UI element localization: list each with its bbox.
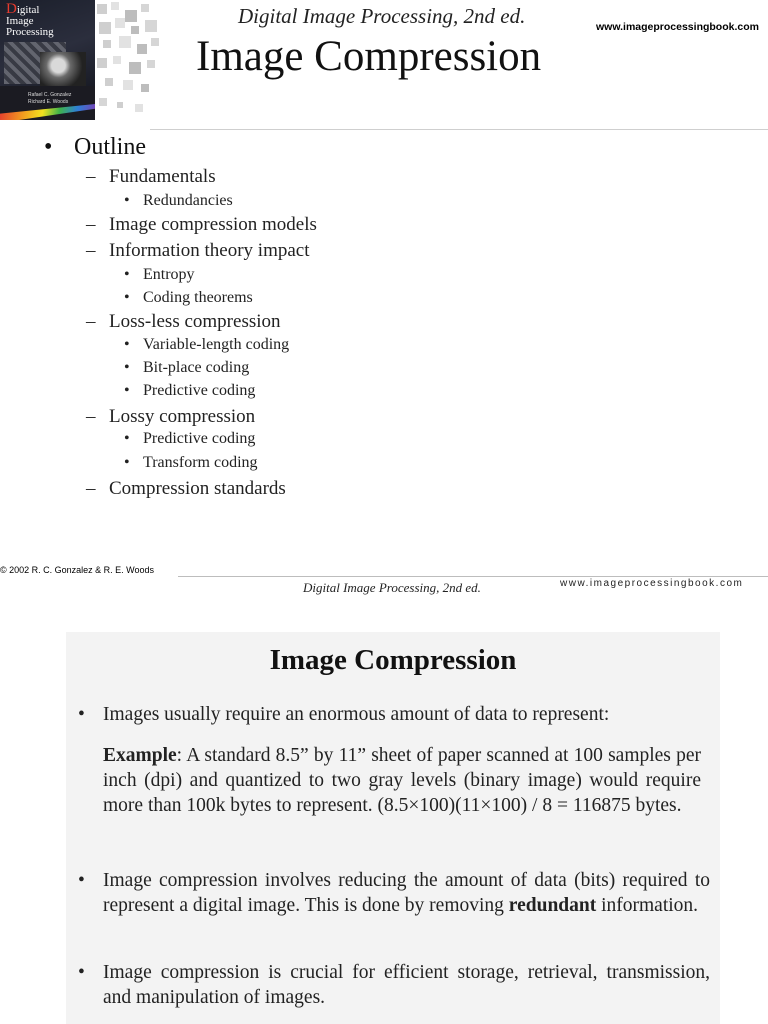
footer-book-title: Digital Image Processing, 2nd ed. <box>303 580 481 595</box>
bullet-text-emphasis: redundant <box>508 895 597 916</box>
outline-item-level-2 <box>124 430 255 448</box>
outline-item-level-1 <box>86 478 286 500</box>
outline-marker: • <box>124 336 130 353</box>
mosaic-tile <box>141 84 149 92</box>
outline-item-text: Variable-length coding <box>143 336 290 353</box>
outline-marker: – <box>86 406 96 427</box>
mosaic-tile <box>123 80 133 90</box>
bullet-marker: • <box>78 704 85 725</box>
book-cover-author-1: Rafael C. Gonzalez <box>28 92 72 98</box>
outline-marker: • <box>124 359 130 376</box>
outline-item-level-1 <box>86 406 255 428</box>
mosaic-tile <box>97 58 107 68</box>
decorative-mosaic <box>95 0 165 125</box>
outline-item-level-2 <box>124 289 253 307</box>
mosaic-tile <box>131 26 139 34</box>
book-cover-title-line3: Processing <box>6 26 54 38</box>
mosaic-tile <box>99 98 107 106</box>
bullet-marker: • <box>78 870 85 891</box>
bullet-text: Image compression is crucial for efficient storage, retrieval, transmission, and manipulation of images. <box>103 962 710 1008</box>
mosaic-tile <box>137 44 147 54</box>
outline-marker: • <box>124 266 130 283</box>
mosaic-tile <box>129 62 141 74</box>
book-cover-authors <box>28 92 71 106</box>
bullet-text-part: Image compression involves reducing the amount of data (bits) required to represent a digital image. This is done by removing <box>103 870 710 916</box>
bullet-text: Images usually require an enormous amount of data to represent: <box>103 704 610 725</box>
outline-item-text: Transform coding <box>143 454 258 471</box>
outline-item-text: Bit-place coding <box>143 359 250 376</box>
outline-item-text: Loss-less compression <box>109 311 281 332</box>
title-divider <box>150 129 768 130</box>
example-label: Example <box>103 745 177 766</box>
outline-item-text: Redundancies <box>143 192 233 209</box>
outline-marker: – <box>86 214 96 235</box>
outline-marker: • <box>124 382 130 399</box>
outline-item-level-2 <box>124 336 289 354</box>
bullet-compression-importance <box>78 960 710 1010</box>
outline-marker: • <box>124 289 130 306</box>
mosaic-tile <box>135 104 143 112</box>
mosaic-tile <box>119 36 131 48</box>
outline-item-level-2 <box>124 382 255 400</box>
outline-item-level-1 <box>86 240 310 262</box>
mosaic-tile <box>117 102 123 108</box>
outline-marker: • <box>124 454 130 471</box>
bullet-data-requirement <box>78 702 710 727</box>
book-cover-title-line1: igital <box>16 4 40 16</box>
outline-item-level-1 <box>86 311 281 333</box>
outline-item-text: Information theory impact <box>109 240 310 261</box>
outline-item-level-0 <box>44 134 146 161</box>
book-cover-title-initial: D <box>6 1 17 17</box>
bullet-marker: • <box>78 962 85 983</box>
header-url: www.imageprocessingbook.com <box>596 21 759 33</box>
bullet-text <box>78 868 710 918</box>
outline-item-text: Coding theorems <box>143 289 253 306</box>
outline-item-text: Outline <box>74 134 146 160</box>
mosaic-tile <box>97 4 107 14</box>
outline-marker: – <box>86 311 96 332</box>
mosaic-tile <box>147 60 155 68</box>
footer-url: www.imageprocessingbook.com <box>560 578 744 589</box>
outline-marker: • <box>124 192 130 209</box>
mosaic-tile <box>111 2 119 10</box>
mosaic-tile <box>115 18 125 28</box>
header-book-title: Digital Image Processing, 2nd ed. <box>238 4 526 28</box>
outline-item-text: Fundamentals <box>109 166 216 187</box>
outline-item-text: Image compression models <box>109 214 317 235</box>
page-divider <box>178 576 768 577</box>
outline-item-level-2 <box>124 454 258 472</box>
outline-marker: • <box>124 430 130 447</box>
outline-item-text: Predictive coding <box>143 382 256 399</box>
mosaic-tile <box>99 22 111 34</box>
example-text: : A standard 8.5” by 11” sheet of paper scanned at 100 samples per inch (dpi) and quantized to two gray levels (binary image) would require more than 100k bytes to represent. (8.5×100)(11×100) / 8 = 116875 bytes. <box>103 745 701 816</box>
outline-item-level-2 <box>124 266 195 284</box>
book-cover-author-2: Richard E. Woods <box>28 99 69 105</box>
mosaic-tile <box>151 38 159 46</box>
book-cover-image <box>0 0 95 120</box>
outline-item-text: Predictive coding <box>143 430 256 447</box>
copyright-notice: © 2002 R. C. Gonzalez & R. E. Woods <box>0 565 155 575</box>
slide-2 <box>66 632 720 1024</box>
outline-item-level-1 <box>86 214 317 236</box>
outline-marker: – <box>86 478 96 499</box>
mosaic-tile <box>103 40 111 48</box>
mosaic-tile <box>105 78 113 86</box>
slide-2-title: Image Compression <box>269 644 517 676</box>
slide-title: Image Compression <box>196 33 542 80</box>
outline-marker: • <box>44 134 53 160</box>
outline-item-text: Compression standards <box>109 478 286 499</box>
outline-item-level-2 <box>124 359 249 377</box>
outline-item-text: Entropy <box>143 266 195 283</box>
mosaic-tile <box>141 4 149 12</box>
example-paragraph <box>103 743 701 818</box>
mosaic-tile <box>113 56 121 64</box>
mosaic-tile <box>145 20 157 32</box>
outline-item-text: Lossy compression <box>109 406 256 427</box>
book-cover-title-line2: Image <box>6 15 34 27</box>
book-cover-artwork-eye <box>40 52 86 86</box>
outline-marker: – <box>86 240 96 261</box>
outline-item-level-2 <box>124 192 233 210</box>
outline-marker: – <box>86 166 96 187</box>
bullet-compression-definition <box>78 868 710 918</box>
book-cover-title <box>6 1 54 38</box>
mosaic-tile <box>125 10 137 22</box>
outline-item-level-1 <box>86 166 216 188</box>
bullet-text-part: information. <box>596 895 699 916</box>
